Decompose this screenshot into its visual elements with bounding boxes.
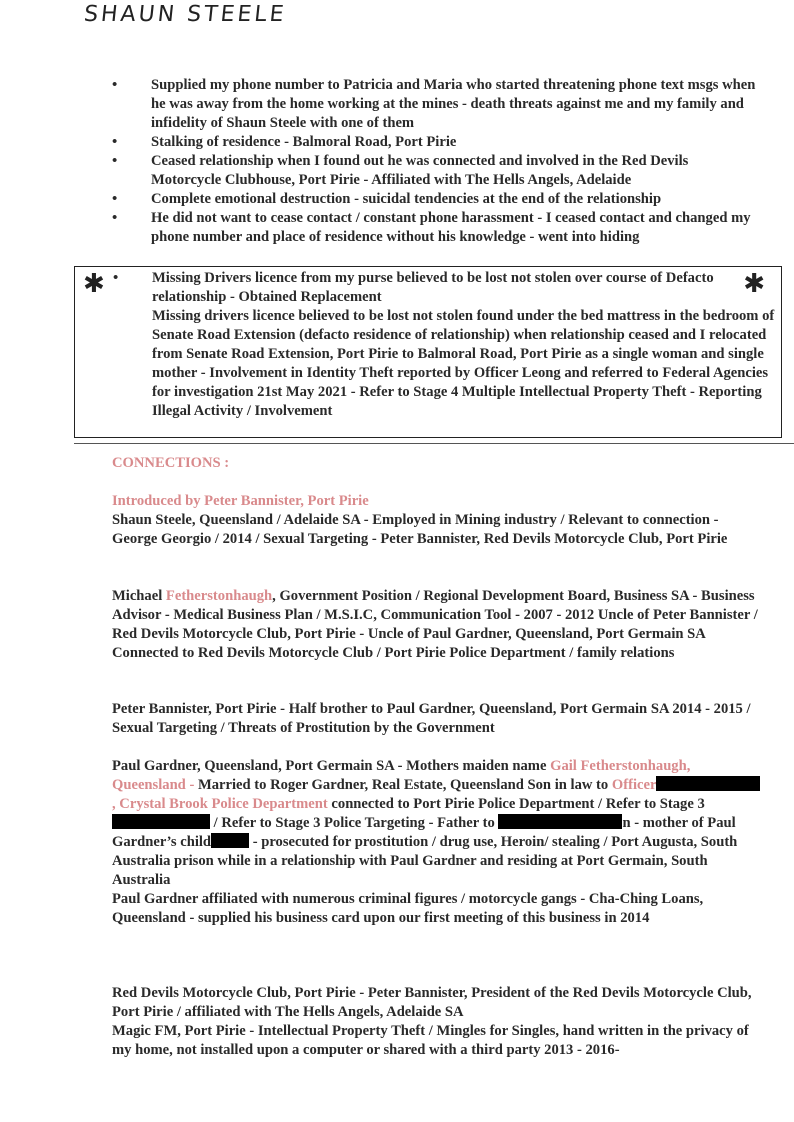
redaction xyxy=(498,814,622,829)
connections-heading: CONNECTIONS : xyxy=(112,455,230,471)
bullet-item: • Stalking of residence - Balmoral Road, Port Pirie xyxy=(112,133,762,152)
paul-text xyxy=(112,757,762,890)
red-devils-text: Red Devils Motorcycle Club, Port Pirie - Peter Bannister, President of the Red Devils Motorcycle Club, Port Pirie / affiliated with The Hells Angels, Adelaide SA xyxy=(112,985,752,1020)
highlighted-box xyxy=(74,266,782,438)
paul-son-in-law: Son in law to xyxy=(527,777,609,793)
magic-fm-text: Magic FM, Port Pirie - Intellectual Property Theft / Mingles for Singles, hand written in the privacy of my home, not installed upon a computer or shared with a third party 2013 - 2016- xyxy=(112,1023,749,1058)
paul-police-dept: , Crystal Brook Police Department xyxy=(112,796,328,812)
paul-p2: Married to Roger Gardner, Real Estate, Queensland xyxy=(194,777,524,793)
introduced-by: Introduced by Peter Bannister, Port Pirie xyxy=(112,493,369,509)
bullet-item: • He did not want to cease contact / constant phone harassment - I ceased contact and changed my phone number and place of residence without his knowledge - went into hiding xyxy=(112,209,762,247)
bullet-item: • Complete emotional destruction - suicidal tendencies at the end of the relationship xyxy=(112,190,762,209)
michael-text xyxy=(112,587,762,644)
connection-red-devils xyxy=(112,984,762,1060)
redaction xyxy=(211,833,249,848)
peter-text: Peter Bannister, Port Pirie - Half brother to Paul Gardner, Queensland, Port Germain SA 2014 - 2015 / Sexual Targeting / Threats of Prostitution by the Government xyxy=(112,701,751,736)
paul-p1: Paul Gardner, Queensland, Port Germain SA - Mothers maiden name xyxy=(112,758,547,774)
connection-shaun xyxy=(112,492,762,549)
redaction xyxy=(656,776,760,791)
asterisk-icon: ✱ xyxy=(743,269,765,299)
handwritten-name: SHAUN STEELE xyxy=(82,2,288,27)
paul-p5: n - mother of Paul Gardner’s child xyxy=(112,815,736,850)
connection-michael xyxy=(112,587,762,663)
highlight-continuation: Missing drivers licence believed to be lost not stolen found under the bed mattress in the bedroom of Senate Road Extension (defacto residence of relationship) when relationship ceased and I relocated from Senate Road Extension, Port Pirie to Balmoral Road, Port Pirie as a single woman and single mother - Involvement in Identity Theft reported by Officer Leong and referred to Federal Agencies for investigation 21st May 2021 - Refer to Stage 4 Multiple Intellectual Property Theft - Reporting Illegal Activity / Involvement xyxy=(152,308,775,419)
michael-surname: Fetherstonhaugh xyxy=(165,588,273,604)
connection-paul xyxy=(112,757,762,928)
paul-mother: Gail Fetherstonhaugh, Queensland - xyxy=(112,758,691,793)
redaction xyxy=(112,814,210,829)
highlight-bullet-text: • Missing Drivers licence from my purse believed to be lost not stolen over course of Defacto relationship - Obtained Replacement xyxy=(152,270,714,305)
bullet-item: • Ceased relationship when I found out he was connected and involved in the Red Devils Motorcycle Clubhouse, Port Pirie - Affiliated with The Hells Angels, Adelaide xyxy=(112,152,762,190)
asterisk-icon: ✱ xyxy=(83,269,105,299)
paul-officer: Officer xyxy=(611,777,657,793)
connection-peter xyxy=(112,700,762,738)
bullet-item: • Supplied my phone number to Patricia and Maria who started threatening phone text msgs when he was away from the home working at the mines - death threats against me and my family and infidelity of Shaun Steele with one of them xyxy=(112,76,762,133)
paul-p6: - prosecuted for prostitution / drug use, Heroin/ stealing / Port Augusta, South Australia prison while in a relationship with Paul Gardner and residing at Port Germain, South Australia xyxy=(112,834,738,888)
michael-first: Michael xyxy=(112,588,163,604)
bullet-list xyxy=(112,76,762,247)
highlight-bullet xyxy=(113,269,780,421)
paul-affiliated: Paul Gardner affiliated with numerous criminal figures / motorcycle gangs - Cha-Ching Loans, Queensland - supplied his business card upon our first meeting of this business in 2014 xyxy=(112,891,704,926)
paul-p3: connected to Port Pirie Police Department / Refer to Stage 3 xyxy=(327,796,705,812)
michael-connected: Connected to Red Devils Motorcycle Club / Port Pirie Police Department / family relations xyxy=(112,645,675,661)
divider xyxy=(74,443,794,444)
paul-p4: / Refer to Stage 3 Police Targeting - Father to xyxy=(210,815,495,831)
shaun-text: Shaun Steele, Queensland / Adelaide SA - Employed in Mining industry / Relevant to connection - George Georgio / 2014 / Sexual Targeting - Peter Bannister, Red Devils Motorcycle Club, Port Pirie xyxy=(112,512,728,547)
michael-rest: , Government Position / Regional Development Board, Business SA - Business Advisor - Medical Business Plan / M.S.I.C, Communication Tool - 2007 - 2012 Uncle of Peter Bannister / Red Devils Motorcycle Club, Port Pirie - Uncle of Paul Gardner, Queensland, Port Germain SA xyxy=(112,588,758,642)
